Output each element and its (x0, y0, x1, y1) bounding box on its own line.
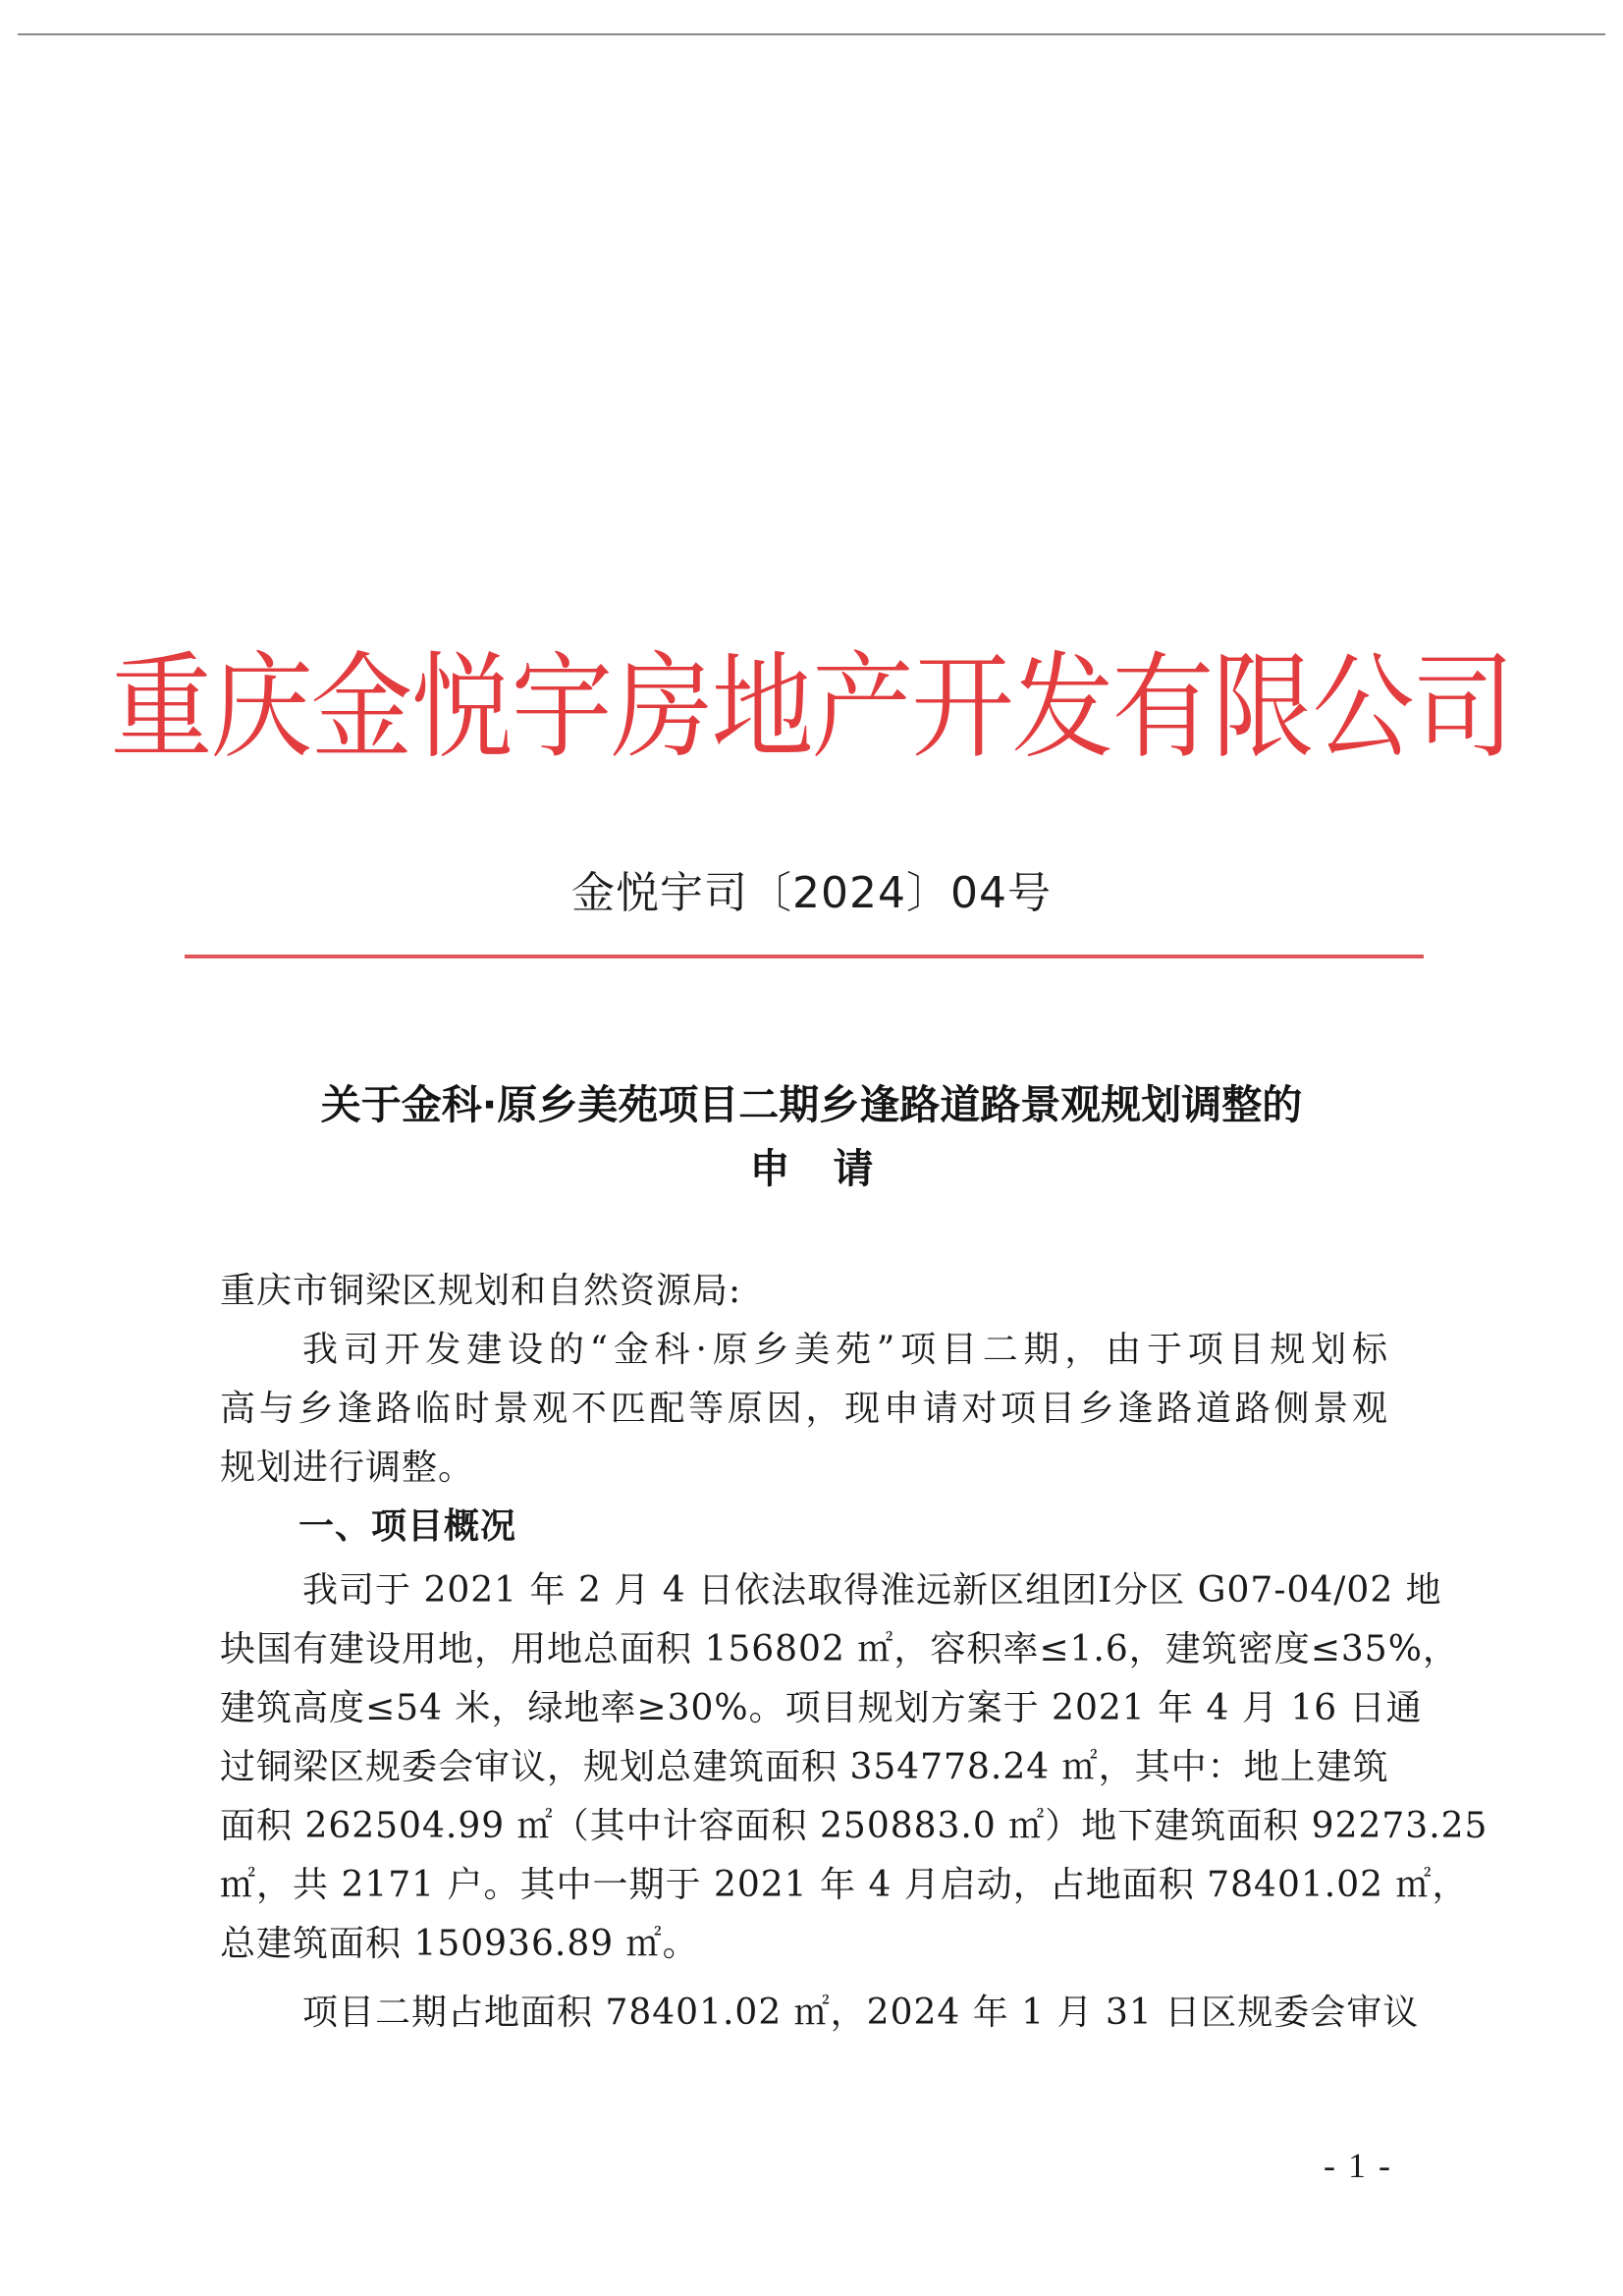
salutation: 重庆市铜梁区规划和自然资源局: (220, 1271, 742, 1311)
body-line: 面积 262504.99 ㎡（其中计容面积 250883.0 ㎡）地下建筑面积 92273.25 (220, 1806, 1488, 1846)
body-line: 规划进行调整。 (220, 1448, 475, 1488)
body-line: 建筑高度≤54 米，绿地率≥30%。项目规划方案于 2021 年 4 月 16 日通 (220, 1688, 1423, 1728)
body-line: 高与乡逢路临时景观不匹配等原因，现申请对项目乡逢路道路侧景观 (220, 1389, 1388, 1429)
section-heading: 一、项目概况 (298, 1506, 517, 1547)
body-line: 我司开发建设的“金科·原乡美苑”项目二期，由于项目规划标 (302, 1330, 1388, 1370)
document-number: 金悦宇司〔2024〕04号 (571, 868, 1052, 918)
red-separator-line (185, 955, 1424, 958)
document-title-line-1: 关于金科·原乡美苑项目二期乡逢路道路景观规划调整的 (320, 1081, 1303, 1128)
company-masthead: 重庆金悦宇房地产开发有限公司 (110, 639, 1513, 775)
scan-top-rule (18, 33, 1605, 35)
body-line: ㎡，共 2171 户。其中一期于 2021 年 4 月启动，占地面积 78401.02 ㎡， (220, 1865, 1469, 1905)
document-title-line-2: 申请 (749, 1145, 917, 1192)
body-line: 项目二期占地面积 78401.02 ㎡，2024 年 1 月 31 日区规委会审议 (302, 1993, 1420, 2033)
page-number: - 1 - (1324, 2146, 1392, 2185)
body-line: 我司于 2021 年 2 月 4 日依法取得淮远新区组团I分区 G07-04/02 地 (302, 1570, 1442, 1611)
body-line: 过铜梁区规委会审议，规划总建筑面积 354778.24 ㎡，其中：地上建筑 (220, 1747, 1389, 1787)
body-line: 块国有建设用地，用地总面积 156802 ㎡，容积率≤1.6，建筑密度≤35%， (220, 1629, 1459, 1669)
body-line: 总建筑面积 150936.89 ㎡。 (220, 1924, 699, 1964)
